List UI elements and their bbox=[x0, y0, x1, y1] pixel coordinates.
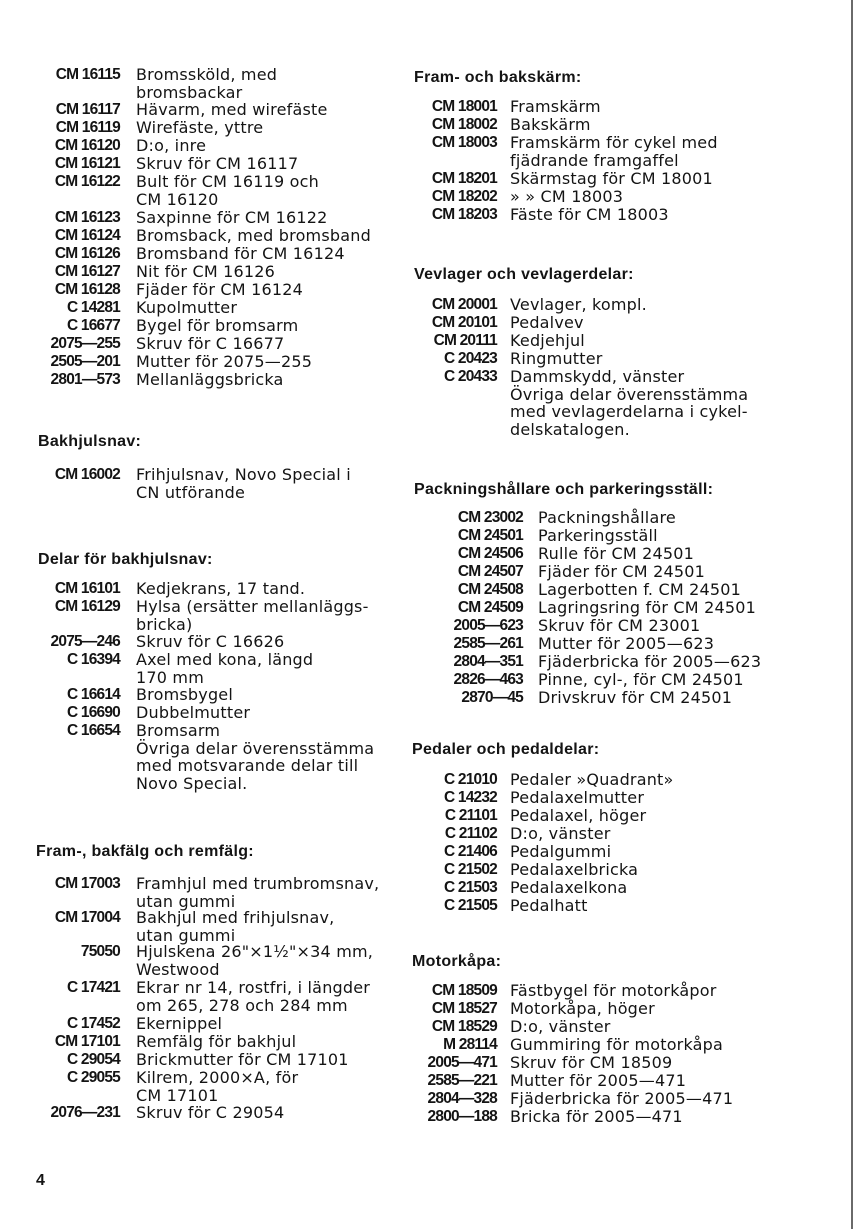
part-description bbox=[136, 909, 334, 944]
part-description bbox=[510, 771, 674, 789]
part-description bbox=[510, 170, 713, 188]
part-description-line: CM 16120 bbox=[136, 189, 219, 209]
part-description-line: Bakskärm bbox=[510, 115, 591, 134]
part-code: CM 16129 bbox=[54, 598, 120, 615]
part-code: 2826—463 bbox=[453, 671, 523, 688]
part-description bbox=[538, 599, 756, 617]
part-code: CM 16127 bbox=[54, 263, 120, 280]
part-description-line: D:o, inre bbox=[136, 136, 207, 155]
part-description bbox=[510, 843, 611, 861]
part-description bbox=[510, 206, 669, 224]
part-description-line: Pedalgummi bbox=[510, 842, 612, 861]
part-code: C 14232 bbox=[443, 789, 497, 806]
section-heading: Packningshållare och parkeringsställ: bbox=[414, 481, 714, 498]
part-description-line: Hjulskena 26"×1½"×34 mm, bbox=[136, 942, 374, 961]
part-description-line: Brickmutter för CM 17101 bbox=[136, 1050, 349, 1069]
part-code: 2804—351 bbox=[453, 653, 523, 670]
part-description bbox=[136, 651, 313, 686]
part-description bbox=[136, 66, 277, 101]
part-description-line: Hävarm, med wirefäste bbox=[136, 100, 328, 119]
part-code: CM 24509 bbox=[457, 599, 523, 616]
part-code: CM 18003 bbox=[431, 134, 497, 151]
part-code: CM 20001 bbox=[431, 296, 497, 313]
part-code: CM 18529 bbox=[431, 1018, 497, 1035]
part-description-line: Pedalaxelkona bbox=[510, 878, 628, 897]
part-code: CM 18201 bbox=[431, 170, 497, 187]
part-description-line: Westwood bbox=[136, 959, 220, 979]
part-description-line: Pedalhatt bbox=[510, 896, 588, 915]
part-description-line: Parkeringsställ bbox=[538, 526, 658, 545]
part-description-line: Vevlager, kompl. bbox=[510, 295, 647, 314]
part-code: CM 20111 bbox=[433, 332, 497, 349]
part-description-line: Axel med kona, längd bbox=[136, 650, 314, 669]
part-code: 2870—45 bbox=[461, 689, 523, 706]
part-description-line: Pedalaxelmutter bbox=[510, 788, 645, 807]
part-code: C 21102 bbox=[444, 825, 497, 842]
part-description bbox=[136, 722, 374, 792]
part-description-line: Bromsarm bbox=[136, 721, 221, 740]
part-code: CM 24508 bbox=[457, 581, 523, 598]
part-description bbox=[510, 1054, 672, 1072]
part-description-line: Remfälg för bakhjul bbox=[136, 1032, 297, 1051]
part-description-line: Fäste för CM 18003 bbox=[510, 205, 669, 224]
part-description bbox=[538, 581, 741, 599]
part-description-line: utan gummi bbox=[136, 925, 236, 945]
page-number: 4 bbox=[36, 1172, 45, 1189]
part-description-line: D:o, vänster bbox=[510, 1017, 611, 1036]
part-description-line: Pedalaxelbricka bbox=[510, 860, 639, 879]
part-description bbox=[510, 789, 644, 807]
part-code: 2801—573 bbox=[50, 371, 120, 388]
part-description bbox=[136, 335, 284, 353]
part-description bbox=[510, 1108, 683, 1126]
part-description bbox=[136, 875, 379, 910]
part-code: CM 18203 bbox=[431, 206, 497, 223]
part-code: 2585—261 bbox=[453, 635, 523, 652]
part-description bbox=[136, 979, 370, 1014]
part-description bbox=[136, 466, 351, 501]
part-description-line: Övriga delar överensstämma bbox=[510, 384, 749, 404]
part-code: C 16614 bbox=[66, 686, 120, 703]
part-description-line: Pedaler »Quadrant» bbox=[510, 770, 674, 789]
part-description-line: Ekrar nr 14, rostfri, i längder bbox=[136, 978, 371, 997]
part-description-line: Dammskydd, vänster bbox=[510, 367, 685, 386]
part-description-line: Ringmutter bbox=[510, 349, 603, 368]
part-code: CM 16121 bbox=[54, 155, 120, 172]
part-description bbox=[136, 633, 284, 651]
part-description-line: Skruv för CM 16117 bbox=[136, 154, 299, 173]
part-code: 2076—231 bbox=[50, 1104, 120, 1121]
part-description bbox=[136, 1033, 296, 1051]
part-description-line: Fjäderbricka för 2005—623 bbox=[538, 652, 762, 671]
part-description bbox=[136, 137, 206, 155]
part-code: CM 16119 bbox=[55, 119, 120, 136]
part-description bbox=[136, 686, 233, 704]
part-description-line: med motsvarande delar till bbox=[136, 756, 359, 776]
part-description-line: Skruv för C 16626 bbox=[136, 632, 285, 651]
part-description bbox=[510, 296, 647, 314]
part-description-line: om 265, 278 och 284 mm bbox=[136, 995, 348, 1015]
part-description-line: Framhjul med trumbromsnav, bbox=[136, 874, 380, 893]
part-code: 2075—246 bbox=[50, 633, 120, 650]
part-description bbox=[136, 119, 263, 137]
part-code: C 20423 bbox=[443, 350, 497, 367]
part-description-line: Lagringsring för CM 24501 bbox=[538, 598, 756, 617]
part-description bbox=[510, 897, 588, 915]
part-description-line: Bult för CM 16119 och bbox=[136, 172, 319, 191]
part-code: CM 16128 bbox=[54, 281, 120, 298]
part-description bbox=[538, 671, 744, 689]
part-code: CM 17003 bbox=[54, 875, 120, 892]
part-code: C 21505 bbox=[443, 897, 497, 914]
part-description bbox=[136, 1069, 298, 1104]
part-code: C 21502 bbox=[443, 861, 497, 878]
part-description bbox=[510, 1018, 611, 1036]
part-code: 2005—623 bbox=[453, 617, 523, 634]
part-description-line: Pedalvev bbox=[510, 313, 584, 332]
part-description-line: Ekernippel bbox=[136, 1014, 223, 1033]
part-description bbox=[538, 563, 705, 581]
part-code: 2505—201 bbox=[50, 353, 120, 370]
part-description bbox=[136, 173, 319, 208]
part-description bbox=[510, 98, 601, 116]
part-description-line: Mutter för 2005—471 bbox=[510, 1071, 687, 1090]
part-description-line: Framskärm för cykel med bbox=[510, 133, 718, 152]
part-code: CM 16126 bbox=[54, 245, 120, 262]
part-description-line: D:o, vänster bbox=[510, 824, 611, 843]
part-description-line: Bromsband för CM 16124 bbox=[136, 244, 345, 263]
part-code: CM 16122 bbox=[54, 173, 120, 190]
part-description bbox=[538, 527, 658, 545]
part-description bbox=[510, 982, 717, 1000]
part-code: C 16690 bbox=[66, 704, 120, 721]
part-code: 75050 bbox=[80, 943, 120, 960]
part-code: C 21101 bbox=[444, 807, 497, 824]
part-description bbox=[538, 653, 761, 671]
part-description-line: » » CM 18003 bbox=[510, 187, 624, 206]
part-description bbox=[510, 314, 584, 332]
part-code: C 21503 bbox=[443, 879, 497, 896]
part-description-line: CN utförande bbox=[136, 482, 245, 502]
part-code: C 16394 bbox=[66, 651, 120, 668]
part-code: C 16677 bbox=[66, 317, 120, 334]
part-code: CM 16123 bbox=[54, 209, 120, 226]
part-description-line: Övriga delar överensstämma bbox=[136, 738, 375, 758]
part-code: CM 16002 bbox=[54, 466, 120, 483]
part-description bbox=[136, 1051, 349, 1069]
part-description bbox=[136, 263, 275, 281]
part-code: C 17421 bbox=[66, 979, 120, 996]
part-description-line: Rulle för CM 24501 bbox=[538, 544, 695, 563]
part-code: CM 17101 bbox=[54, 1033, 120, 1050]
part-code: CM 18509 bbox=[431, 982, 497, 999]
part-code: C 20433 bbox=[443, 368, 497, 385]
part-description bbox=[136, 209, 328, 227]
part-description bbox=[510, 861, 638, 879]
part-description bbox=[510, 368, 748, 438]
part-code: C 29055 bbox=[66, 1069, 120, 1086]
part-description-line: Novo Special. bbox=[136, 773, 248, 793]
part-code: CM 18202 bbox=[431, 188, 497, 205]
part-description-line: Skruv för CM 23001 bbox=[538, 616, 701, 635]
part-description bbox=[136, 155, 298, 173]
part-description-line: delskatalogen. bbox=[510, 419, 630, 439]
part-description-line: Gummiring för motorkåpa bbox=[510, 1035, 724, 1054]
section-heading: Fram- och bakskärm: bbox=[414, 69, 582, 86]
part-description-line: Mutter för 2075—255 bbox=[136, 352, 313, 371]
part-description bbox=[510, 1036, 723, 1054]
part-code: CM 18002 bbox=[431, 116, 497, 133]
part-description-line: Frihjulsnav, Novo Special i bbox=[136, 465, 351, 484]
part-code: CM 20101 bbox=[431, 314, 497, 331]
part-description-line: Kedjekrans, 17 tand. bbox=[136, 579, 306, 598]
part-code: CM 24501 bbox=[457, 527, 523, 544]
part-description bbox=[538, 617, 700, 635]
part-description bbox=[510, 1072, 686, 1090]
part-description bbox=[510, 350, 603, 368]
part-description bbox=[510, 879, 627, 897]
part-description bbox=[510, 1090, 733, 1108]
part-description-line: Fjäder för CM 24501 bbox=[538, 562, 705, 581]
part-description bbox=[136, 704, 250, 722]
part-description bbox=[136, 227, 371, 245]
part-code: C 17452 bbox=[66, 1015, 120, 1032]
part-code: 2804—328 bbox=[427, 1090, 497, 1107]
part-description bbox=[510, 188, 623, 206]
part-description bbox=[136, 580, 305, 598]
part-description bbox=[538, 635, 714, 653]
section-heading: Pedaler och pedaldelar: bbox=[412, 741, 600, 758]
part-description-line: Fjäder för CM 16124 bbox=[136, 280, 303, 299]
part-code: C 21010 bbox=[443, 771, 497, 788]
part-description bbox=[538, 689, 732, 707]
part-description bbox=[136, 943, 373, 978]
part-description-line: bricka) bbox=[136, 614, 193, 634]
part-code: 2075—255 bbox=[50, 335, 120, 352]
part-description-line: Packningshållare bbox=[538, 508, 676, 527]
part-code: M 28114 bbox=[443, 1036, 497, 1053]
part-description bbox=[136, 353, 312, 371]
part-description bbox=[510, 134, 718, 169]
part-description bbox=[538, 545, 694, 563]
part-code: C 14281 bbox=[66, 299, 120, 316]
part-description-line: Skruv för C 16677 bbox=[136, 334, 285, 353]
part-code: CM 17004 bbox=[54, 909, 120, 926]
part-description-line: Kilrem, 2000×A, för bbox=[136, 1068, 299, 1087]
part-description-line: Fästbygel för motorkåpor bbox=[510, 981, 717, 1000]
part-description bbox=[136, 598, 369, 633]
part-description-line: Lagerbotten f. CM 24501 bbox=[538, 580, 742, 599]
part-code: CM 16115 bbox=[55, 66, 120, 83]
part-description bbox=[136, 317, 298, 335]
part-code: CM 16101 bbox=[54, 580, 120, 597]
part-description-line: Bromsback, med bromsband bbox=[136, 226, 371, 245]
part-description-line: Bromssköld, med bbox=[136, 65, 278, 84]
part-description-line: Pedalaxel, höger bbox=[510, 806, 647, 825]
part-code: CM 18527 bbox=[431, 1000, 497, 1017]
part-description-line: Bricka för 2005—471 bbox=[510, 1107, 683, 1126]
part-description-line: Kupolmutter bbox=[136, 298, 238, 317]
part-description-line: CM 17101 bbox=[136, 1085, 219, 1105]
part-description-line: Pinne, cyl-, för CM 24501 bbox=[538, 670, 744, 689]
part-description-line: fjädrande framgaffel bbox=[510, 150, 679, 170]
part-description-line: Skärmstag för CM 18001 bbox=[510, 169, 713, 188]
part-description bbox=[136, 245, 345, 263]
section-heading: Delar för bakhjulsnav: bbox=[38, 551, 213, 568]
part-description-line: Mellanläggsbricka bbox=[136, 370, 284, 389]
part-description-line: Wirefäste, yttre bbox=[136, 118, 264, 137]
part-description-line: Mutter för 2005—623 bbox=[538, 634, 715, 653]
part-description-line: Drivskruv för CM 24501 bbox=[538, 688, 733, 707]
part-description-line: Dubbelmutter bbox=[136, 703, 251, 722]
page-edge-line bbox=[851, 0, 853, 1229]
part-code: CM 24507 bbox=[457, 563, 523, 580]
part-description bbox=[510, 1000, 655, 1018]
part-description-line: Hylsa (ersätter mellanläggs- bbox=[136, 597, 369, 616]
part-description-line: med vevlagerdelarna i cykel- bbox=[510, 402, 748, 422]
part-code: CM 18001 bbox=[431, 98, 497, 115]
section-heading: Bakhjulsnav: bbox=[38, 433, 142, 450]
part-description-line: Skruv för C 29054 bbox=[136, 1103, 285, 1122]
part-description bbox=[136, 101, 328, 119]
part-code: C 16654 bbox=[66, 722, 120, 739]
part-description-line: Nit för CM 16126 bbox=[136, 262, 276, 281]
section-heading: Vevlager och vevlagerdelar: bbox=[414, 266, 634, 283]
part-code: 2005—471 bbox=[427, 1054, 497, 1071]
part-description-line: Skruv för CM 18509 bbox=[510, 1053, 673, 1072]
part-description-line: Saxpinne för CM 16122 bbox=[136, 208, 328, 227]
part-code: CM 16124 bbox=[54, 227, 120, 244]
part-description-line: utan gummi bbox=[136, 891, 236, 911]
part-code: CM 16117 bbox=[55, 101, 120, 118]
part-description bbox=[136, 1015, 222, 1033]
part-description-line: 170 mm bbox=[136, 667, 204, 687]
section-heading: Motorkåpa: bbox=[412, 953, 502, 970]
part-description bbox=[510, 116, 591, 134]
part-description-line: Kedjehjul bbox=[510, 331, 585, 350]
part-code: C 29054 bbox=[66, 1051, 120, 1068]
part-description bbox=[538, 509, 676, 527]
part-code: C 21406 bbox=[443, 843, 497, 860]
part-description bbox=[136, 281, 303, 299]
part-description bbox=[136, 299, 237, 317]
part-code: CM 16120 bbox=[54, 137, 120, 154]
part-description bbox=[510, 332, 585, 350]
part-description-line: Motorkåpa, höger bbox=[510, 999, 655, 1018]
part-description-line: Bakhjul med frihjulsnav, bbox=[136, 908, 335, 927]
part-code: 2585—221 bbox=[427, 1072, 497, 1089]
part-code: 2800—188 bbox=[427, 1108, 497, 1125]
part-description-line: Bygel för bromsarm bbox=[136, 316, 299, 335]
part-description-line: Bromsbygel bbox=[136, 685, 233, 704]
part-code: CM 24506 bbox=[457, 545, 523, 562]
part-code: CM 23002 bbox=[457, 509, 523, 526]
part-description-line: Framskärm bbox=[510, 97, 601, 116]
part-description-line: bromsbackar bbox=[136, 82, 243, 102]
part-description bbox=[510, 807, 646, 825]
section-heading: Fram-, bakfälg och remfälg: bbox=[36, 843, 254, 860]
part-description bbox=[510, 825, 611, 843]
part-description bbox=[136, 1104, 284, 1122]
part-description bbox=[136, 371, 284, 389]
part-description-line: Fjäderbricka för 2005—471 bbox=[510, 1089, 734, 1108]
